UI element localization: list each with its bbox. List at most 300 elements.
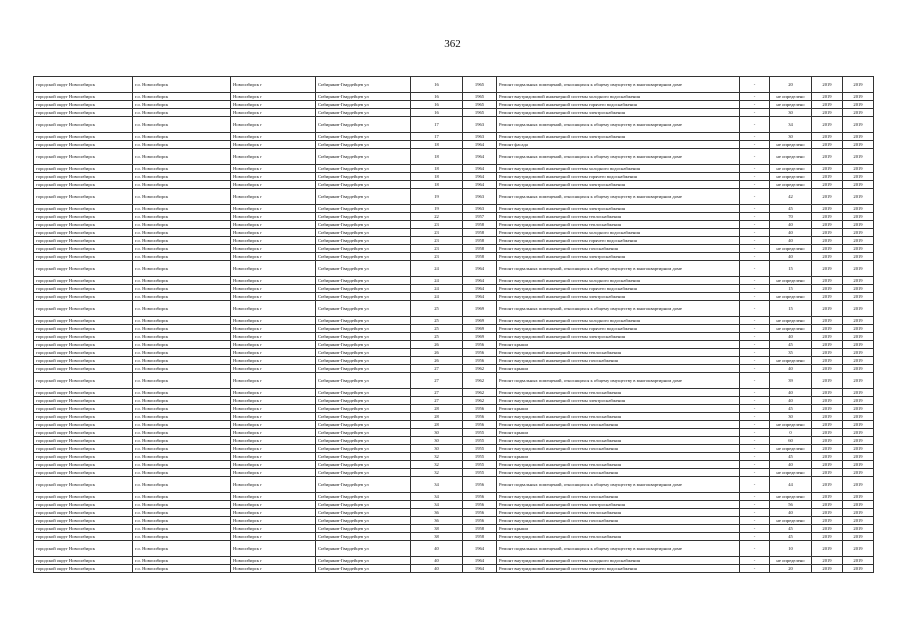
district-cell: г.о. Новосибирск: [133, 277, 231, 285]
value-cell: 40: [770, 389, 812, 397]
year-cell: 1964: [463, 565, 497, 573]
city-cell: Новосибирск г: [231, 461, 316, 469]
house-cell: 24: [411, 293, 463, 301]
work-type-cell: Ремонт внутридомовой инженерной системы электроснабжения: [497, 133, 740, 141]
year-cell: 1956: [463, 421, 497, 429]
work-type-cell: Ремонт внутридомовой инженерной системы горячего водоснабжения: [497, 101, 740, 109]
year-start-cell: 2019: [812, 533, 843, 541]
city-cell: Новосибирск г: [231, 205, 316, 213]
dash-cell: -: [740, 277, 770, 285]
value-cell: 20: [770, 77, 812, 93]
district-cell: г.о. Новосибирск: [133, 301, 231, 317]
year-start-cell: 2019: [812, 565, 843, 573]
year-end-cell: 2019: [843, 365, 874, 373]
year-cell: 1958: [463, 221, 497, 229]
table-row: [34, 557, 874, 565]
year-start-cell: 2019: [812, 205, 843, 213]
city-cell: Новосибирск г: [231, 509, 316, 517]
dash-cell: -: [740, 349, 770, 357]
house-cell: 38: [411, 525, 463, 533]
value-cell: 30: [770, 133, 812, 141]
district-cell: г.о. Новосибирск: [133, 173, 231, 181]
value-cell: не определено: [770, 93, 812, 101]
street-cell: Сибиряков-Гвардейцев ул: [316, 253, 411, 261]
municipality-cell: городской округ Новосибирск: [34, 229, 133, 237]
year-start-cell: 2019: [812, 373, 843, 389]
year-end-cell: 2019: [843, 341, 874, 349]
year-end-cell: 2019: [843, 493, 874, 501]
table-row: [34, 205, 874, 213]
district-cell: г.о. Новосибирск: [133, 357, 231, 365]
municipality-cell: городской округ Новосибирск: [34, 221, 133, 229]
value-cell: не определено: [770, 277, 812, 285]
year-end-cell: 2019: [843, 317, 874, 325]
work-type-cell: Ремонт внутридомовой инженерной системы холодного водоснабжения: [497, 93, 740, 101]
year-end-cell: 2019: [843, 277, 874, 285]
municipality-cell: городской округ Новосибирск: [34, 445, 133, 453]
city-cell: Новосибирск г: [231, 189, 316, 205]
table-row: [34, 365, 874, 373]
year-start-cell: 2019: [812, 341, 843, 349]
value-cell: 40: [770, 253, 812, 261]
year-start-cell: 2019: [812, 429, 843, 437]
year-end-cell: 2019: [843, 101, 874, 109]
street-cell: Сибиряков-Гвардейцев ул: [316, 245, 411, 253]
dash-cell: -: [740, 421, 770, 429]
house-cell: 23: [411, 221, 463, 229]
house-cell: 16: [411, 109, 463, 117]
municipality-cell: городской округ Новосибирск: [34, 349, 133, 357]
municipality-cell: городской округ Новосибирск: [34, 109, 133, 117]
house-cell: 28: [411, 421, 463, 429]
district-cell: г.о. Новосибирск: [133, 181, 231, 189]
work-type-cell: Ремонт крыши: [497, 525, 740, 533]
city-cell: Новосибирск г: [231, 389, 316, 397]
year-end-cell: 2019: [843, 253, 874, 261]
work-type-cell: Ремонт подвальных помещений, относящихся к общему имуществу в многоквартирном доме: [497, 301, 740, 317]
municipality-cell: городской округ Новосибирск: [34, 261, 133, 277]
table-row: [34, 165, 874, 173]
house-cell: 24: [411, 261, 463, 277]
year-start-cell: 2019: [812, 149, 843, 165]
municipality-cell: городской округ Новосибирск: [34, 365, 133, 373]
year-start-cell: 2019: [812, 133, 843, 141]
city-cell: Новосибирск г: [231, 213, 316, 221]
work-type-cell: Ремонт внутридомовой инженерной системы электроснабжения: [497, 205, 740, 213]
year-end-cell: 2019: [843, 557, 874, 565]
house-cell: 34: [411, 493, 463, 501]
year-start-cell: 2019: [812, 445, 843, 453]
value-cell: не определено: [770, 181, 812, 189]
dash-cell: -: [740, 397, 770, 405]
city-cell: Новосибирск г: [231, 357, 316, 365]
year-end-cell: 2019: [843, 373, 874, 389]
street-cell: Сибиряков-Гвардейцев ул: [316, 373, 411, 389]
year-start-cell: 2019: [812, 525, 843, 533]
street-cell: Сибиряков-Гвардейцев ул: [316, 221, 411, 229]
city-cell: Новосибирск г: [231, 333, 316, 341]
year-cell: 1958: [463, 237, 497, 245]
dash-cell: -: [740, 213, 770, 221]
value-cell: 42: [770, 189, 812, 205]
year-end-cell: 2019: [843, 117, 874, 133]
year-end-cell: 2019: [843, 109, 874, 117]
year-cell: 1956: [463, 349, 497, 357]
year-end-cell: 2019: [843, 469, 874, 477]
year-end-cell: 2019: [843, 453, 874, 461]
street-cell: Сибиряков-Гвардейцев ул: [316, 173, 411, 181]
city-cell: Новосибирск г: [231, 301, 316, 317]
year-end-cell: 2019: [843, 525, 874, 533]
street-cell: Сибиряков-Гвардейцев ул: [316, 117, 411, 133]
year-start-cell: 2019: [812, 141, 843, 149]
year-start-cell: 2019: [812, 517, 843, 525]
year-end-cell: 2019: [843, 477, 874, 493]
city-cell: Новосибирск г: [231, 397, 316, 405]
dash-cell: -: [740, 365, 770, 373]
district-cell: г.о. Новосибирск: [133, 541, 231, 557]
year-start-cell: 2019: [812, 93, 843, 101]
work-type-cell: Ремонт внутридомовой инженерной системы газоснабжения: [497, 493, 740, 501]
street-cell: Сибиряков-Гвардейцев ул: [316, 333, 411, 341]
district-cell: г.о. Новосибирск: [133, 213, 231, 221]
year-cell: 1962: [463, 365, 497, 373]
dash-cell: -: [740, 93, 770, 101]
year-end-cell: 2019: [843, 501, 874, 509]
table-row: [34, 285, 874, 293]
municipality-cell: городской округ Новосибирск: [34, 397, 133, 405]
work-type-cell: Ремонт крыши: [497, 365, 740, 373]
house-cell: 24: [411, 277, 463, 285]
house-cell: 18: [411, 181, 463, 189]
table-row: [34, 509, 874, 517]
work-type-cell: Ремонт крыши: [497, 341, 740, 349]
house-cell: 26: [411, 349, 463, 357]
year-cell: 1956: [463, 405, 497, 413]
dash-cell: -: [740, 565, 770, 573]
dash-cell: -: [740, 237, 770, 245]
year-end-cell: 2019: [843, 77, 874, 93]
city-cell: Новосибирск г: [231, 317, 316, 325]
year-end-cell: 2019: [843, 421, 874, 429]
year-start-cell: 2019: [812, 453, 843, 461]
year-end-cell: 2019: [843, 397, 874, 405]
district-cell: г.о. Новосибирск: [133, 149, 231, 165]
city-cell: Новосибирск г: [231, 525, 316, 533]
table-row: [34, 429, 874, 437]
municipality-cell: городской округ Новосибирск: [34, 533, 133, 541]
house-cell: 40: [411, 557, 463, 565]
year-start-cell: 2019: [812, 277, 843, 285]
year-end-cell: 2019: [843, 301, 874, 317]
house-cell: 16: [411, 101, 463, 109]
work-type-cell: Ремонт внутридомовой инженерной системы горячего водоснабжения: [497, 565, 740, 573]
street-cell: Сибиряков-Гвардейцев ул: [316, 181, 411, 189]
year-end-cell: 2019: [843, 189, 874, 205]
dash-cell: -: [740, 253, 770, 261]
year-cell: 1963: [463, 117, 497, 133]
district-cell: г.о. Новосибирск: [133, 493, 231, 501]
work-type-cell: Ремонт внутридомовой инженерной системы теплоснабжения: [497, 509, 740, 517]
house-cell: 27: [411, 373, 463, 389]
year-start-cell: 2019: [812, 285, 843, 293]
city-cell: Новосибирск г: [231, 237, 316, 245]
house-cell: 18: [411, 141, 463, 149]
year-cell: 1964: [463, 277, 497, 285]
value-cell: 30: [770, 413, 812, 421]
year-end-cell: 2019: [843, 261, 874, 277]
house-cell: 36: [411, 509, 463, 517]
city-cell: Новосибирск г: [231, 77, 316, 93]
house-cell: 40: [411, 541, 463, 557]
municipality-cell: городской округ Новосибирск: [34, 341, 133, 349]
house-cell: 26: [411, 357, 463, 365]
district-cell: г.о. Новосибирск: [133, 77, 231, 93]
city-cell: Новосибирск г: [231, 141, 316, 149]
year-cell: 1956: [463, 477, 497, 493]
house-cell: 23: [411, 253, 463, 261]
district-cell: г.о. Новосибирск: [133, 285, 231, 293]
dash-cell: -: [740, 229, 770, 237]
municipality-cell: городской округ Новосибирск: [34, 181, 133, 189]
street-cell: Сибиряков-Гвардейцев ул: [316, 77, 411, 93]
year-end-cell: 2019: [843, 333, 874, 341]
district-cell: г.о. Новосибирск: [133, 93, 231, 101]
work-type-cell: Ремонт внутридомовой инженерной системы газоснабжения: [497, 445, 740, 453]
street-cell: Сибиряков-Гвардейцев ул: [316, 293, 411, 301]
house-cell: 16: [411, 93, 463, 101]
district-cell: г.о. Новосибирск: [133, 189, 231, 205]
house-cell: 28: [411, 413, 463, 421]
table-row: [34, 109, 874, 117]
house-cell: 25: [411, 325, 463, 333]
year-cell: 1955: [463, 445, 497, 453]
value-cell: 40: [770, 221, 812, 229]
city-cell: Новосибирск г: [231, 373, 316, 389]
work-type-cell: Ремонт внутридомовой инженерной системы холодного водоснабжения: [497, 317, 740, 325]
district-cell: г.о. Новосибирск: [133, 373, 231, 389]
street-cell: Сибиряков-Гвардейцев ул: [316, 133, 411, 141]
year-cell: 1956: [463, 413, 497, 421]
table-row: [34, 437, 874, 445]
work-type-cell: Ремонт подвальных помещений, относящихся к общему имуществу в многоквартирном доме: [497, 77, 740, 93]
year-start-cell: 2019: [812, 213, 843, 221]
district-cell: г.о. Новосибирск: [133, 141, 231, 149]
work-type-cell: Ремонт внутридомовой инженерной системы газоснабжения: [497, 421, 740, 429]
house-cell: 25: [411, 301, 463, 317]
district-cell: г.о. Новосибирск: [133, 237, 231, 245]
year-cell: 1956: [463, 341, 497, 349]
dash-cell: -: [740, 413, 770, 421]
value-cell: 39: [770, 373, 812, 389]
value-cell: 15: [770, 285, 812, 293]
dash-cell: -: [740, 285, 770, 293]
street-cell: Сибиряков-Гвардейцев ул: [316, 493, 411, 501]
municipality-cell: городской округ Новосибирск: [34, 213, 133, 221]
table-row: [34, 493, 874, 501]
year-cell: 1958: [463, 253, 497, 261]
house-cell: 30: [411, 429, 463, 437]
street-cell: Сибиряков-Гвардейцев ул: [316, 189, 411, 205]
year-end-cell: 2019: [843, 565, 874, 573]
work-type-cell: Ремонт подвальных помещений, относящихся к общему имуществу в многоквартирном доме: [497, 149, 740, 165]
dash-cell: -: [740, 117, 770, 133]
value-cell: не определено: [770, 517, 812, 525]
year-cell: 1955: [463, 461, 497, 469]
district-cell: г.о. Новосибирск: [133, 245, 231, 253]
street-cell: Сибиряков-Гвардейцев ул: [316, 229, 411, 237]
dash-cell: -: [740, 509, 770, 517]
street-cell: Сибиряков-Гвардейцев ул: [316, 533, 411, 541]
work-type-cell: Ремонт подвальных помещений, относящихся к общему имуществу в многоквартирном доме: [497, 189, 740, 205]
street-cell: Сибиряков-Гвардейцев ул: [316, 461, 411, 469]
city-cell: Новосибирск г: [231, 229, 316, 237]
year-start-cell: 2019: [812, 557, 843, 565]
value-cell: не определено: [770, 445, 812, 453]
house-cell: 30: [411, 437, 463, 445]
value-cell: не определено: [770, 557, 812, 565]
value-cell: 45: [770, 525, 812, 533]
street-cell: Сибиряков-Гвардейцев ул: [316, 477, 411, 493]
table-row: [34, 333, 874, 341]
value-cell: 15: [770, 301, 812, 317]
year-cell: 1962: [463, 389, 497, 397]
district-cell: г.о. Новосибирск: [133, 533, 231, 541]
district-cell: г.о. Новосибирск: [133, 477, 231, 493]
table-row: [34, 173, 874, 181]
year-end-cell: 2019: [843, 405, 874, 413]
work-type-cell: Ремонт внутридомовой инженерной системы теплоснабжения: [497, 461, 740, 469]
table-row: [34, 517, 874, 525]
year-end-cell: 2019: [843, 293, 874, 301]
street-cell: Сибиряков-Гвардейцев ул: [316, 317, 411, 325]
work-type-cell: Ремонт подвальных помещений, относящихся к общему имуществу в многоквартирном доме: [497, 477, 740, 493]
value-cell: не определено: [770, 421, 812, 429]
year-end-cell: 2019: [843, 437, 874, 445]
year-cell: 1965: [463, 77, 497, 93]
municipality-cell: городской округ Новосибирск: [34, 453, 133, 461]
year-cell: 1969: [463, 317, 497, 325]
year-end-cell: 2019: [843, 325, 874, 333]
table-row: [34, 389, 874, 397]
value-cell: 40: [770, 509, 812, 517]
city-cell: Новосибирск г: [231, 109, 316, 117]
dash-cell: -: [740, 469, 770, 477]
value-cell: 15: [770, 261, 812, 277]
district-cell: г.о. Новосибирск: [133, 429, 231, 437]
year-start-cell: 2019: [812, 229, 843, 237]
capital-repair-table: [33, 76, 874, 573]
value-cell: 40: [770, 461, 812, 469]
year-cell: 1956: [463, 509, 497, 517]
city-cell: Новосибирск г: [231, 453, 316, 461]
year-start-cell: 2019: [812, 469, 843, 477]
district-cell: г.о. Новосибирск: [133, 413, 231, 421]
year-cell: 1962: [463, 397, 497, 405]
table-row: [34, 341, 874, 349]
district-cell: г.о. Новосибирск: [133, 501, 231, 509]
dash-cell: -: [740, 205, 770, 213]
work-type-cell: Ремонт внутридомовой инженерной системы теплоснабжения: [497, 437, 740, 445]
district-cell: г.о. Новосибирск: [133, 293, 231, 301]
house-cell: 38: [411, 533, 463, 541]
municipality-cell: городской округ Новосибирск: [34, 317, 133, 325]
house-cell: 34: [411, 501, 463, 509]
year-start-cell: 2019: [812, 413, 843, 421]
municipality-cell: городской округ Новосибирск: [34, 189, 133, 205]
street-cell: Сибиряков-Гвардейцев ул: [316, 101, 411, 109]
table-row: [34, 117, 874, 133]
municipality-cell: городской округ Новосибирск: [34, 165, 133, 173]
year-cell: 1958: [463, 533, 497, 541]
house-cell: 30: [411, 445, 463, 453]
table-row: [34, 565, 874, 573]
table-row: [34, 301, 874, 317]
district-cell: г.о. Новосибирск: [133, 333, 231, 341]
work-type-cell: Ремонт внутридомовой инженерной системы электроснабжения: [497, 253, 740, 261]
municipality-cell: городской округ Новосибирск: [34, 493, 133, 501]
year-end-cell: 2019: [843, 389, 874, 397]
district-cell: г.о. Новосибирск: [133, 229, 231, 237]
value-cell: не определено: [770, 493, 812, 501]
house-cell: 18: [411, 165, 463, 173]
year-cell: 1965: [463, 93, 497, 101]
city-cell: Новосибирск г: [231, 173, 316, 181]
district-cell: г.о. Новосибирск: [133, 437, 231, 445]
municipality-cell: городской округ Новосибирск: [34, 253, 133, 261]
city-cell: Новосибирск г: [231, 93, 316, 101]
city-cell: Новосибирск г: [231, 445, 316, 453]
work-type-cell: Ремонт внутридомовой инженерной системы электроснабжения: [497, 501, 740, 509]
year-start-cell: 2019: [812, 493, 843, 501]
year-end-cell: 2019: [843, 173, 874, 181]
year-start-cell: 2019: [812, 365, 843, 373]
street-cell: Сибиряков-Гвардейцев ул: [316, 213, 411, 221]
year-start-cell: 2019: [812, 509, 843, 517]
district-cell: г.о. Новосибирск: [133, 565, 231, 573]
street-cell: Сибиряков-Гвардейцев ул: [316, 541, 411, 557]
page-number: 362: [444, 38, 461, 50]
year-end-cell: 2019: [843, 533, 874, 541]
year-cell: 1956: [463, 493, 497, 501]
table-body: [34, 77, 874, 573]
city-cell: Новосибирск г: [231, 469, 316, 477]
work-type-cell: Ремонт внутридомовой инженерной системы электроснабжения: [497, 333, 740, 341]
house-cell: 34: [411, 477, 463, 493]
value-cell: не определено: [770, 293, 812, 301]
year-cell: 1964: [463, 261, 497, 277]
dash-cell: -: [740, 301, 770, 317]
dash-cell: -: [740, 389, 770, 397]
year-end-cell: 2019: [843, 237, 874, 245]
house-cell: 26: [411, 341, 463, 349]
street-cell: Сибиряков-Гвардейцев ул: [316, 389, 411, 397]
dash-cell: -: [740, 141, 770, 149]
work-type-cell: Ремонт внутридомовой инженерной системы холодного водоснабжения: [497, 277, 740, 285]
city-cell: Новосибирск г: [231, 501, 316, 509]
table-row: [34, 245, 874, 253]
district-cell: г.о. Новосибирск: [133, 109, 231, 117]
municipality-cell: городской округ Новосибирск: [34, 245, 133, 253]
municipality-cell: городской округ Новосибирск: [34, 557, 133, 565]
year-end-cell: 2019: [843, 357, 874, 365]
value-cell: не определено: [770, 149, 812, 165]
street-cell: Сибиряков-Гвардейцев ул: [316, 437, 411, 445]
dash-cell: -: [740, 357, 770, 365]
municipality-cell: городской округ Новосибирск: [34, 469, 133, 477]
work-type-cell: Ремонт подвальных помещений, относящихся к общему имуществу в многоквартирном доме: [497, 261, 740, 277]
dash-cell: -: [740, 373, 770, 389]
